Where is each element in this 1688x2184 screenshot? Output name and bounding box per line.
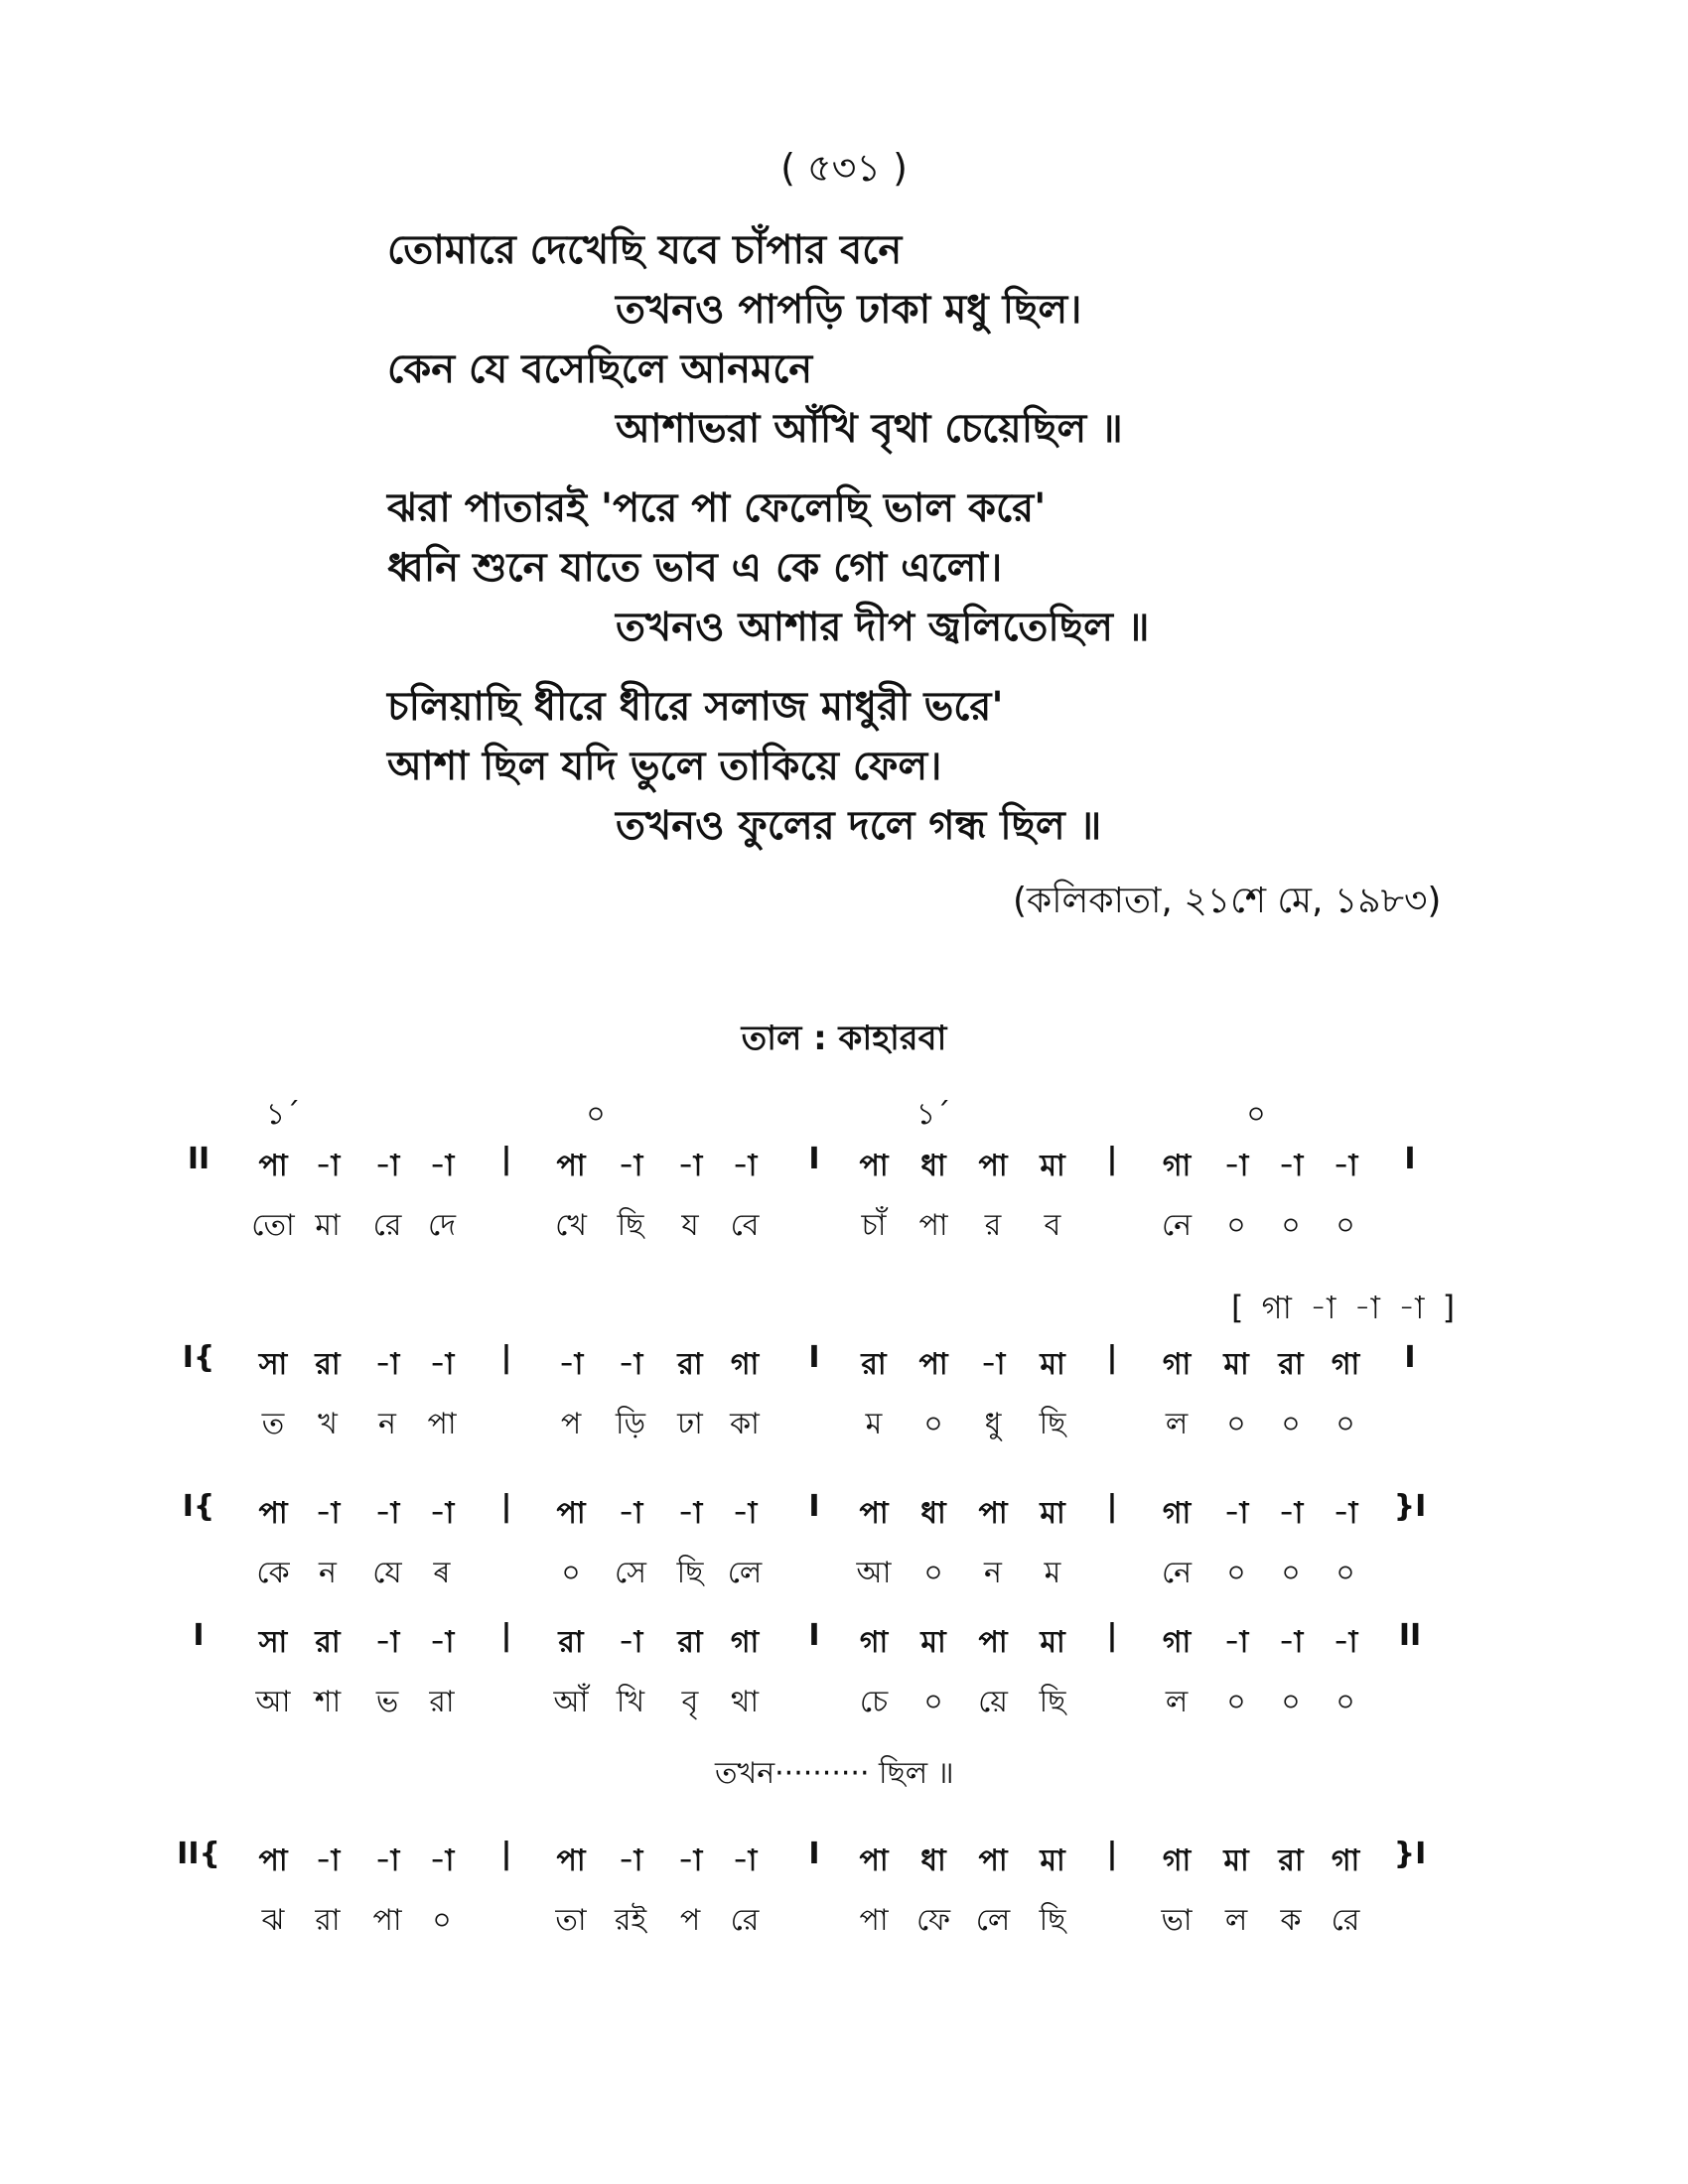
swara-cell: I [808, 1142, 820, 1176]
lyric-row [0, 1549, 1688, 1588]
lyric-cell: ছি [617, 1208, 644, 1243]
lyric-cell: ০ [923, 1407, 943, 1441]
swara-cell: I [808, 1837, 820, 1871]
lyric-cell: ০ [1226, 1556, 1246, 1590]
poem-line: তখনও আশার দীপ জ্বলিতেছিল ॥ [616, 605, 1150, 650]
swara-cell: -া [374, 1496, 400, 1531]
swara-cell: পা [258, 1496, 288, 1531]
swara-cell: | [500, 1618, 512, 1653]
lyric-cell: পা [372, 1903, 402, 1938]
swara-cell: I [808, 1340, 820, 1375]
swara-cell: পা [859, 1843, 889, 1878]
lyric-cell: শা [314, 1685, 342, 1719]
swara-cell: রা [315, 1347, 341, 1382]
alternate-phrase: [ গা -া -া -া ] [1231, 1289, 1460, 1326]
swara-cell: রা [558, 1625, 584, 1660]
swara-cell: -া [315, 1149, 341, 1183]
lyric-cell: ল [1224, 1903, 1248, 1938]
swara-cell: পা [859, 1149, 889, 1183]
lyric-cell: ভ [375, 1685, 399, 1719]
swara-cell: II{ [177, 1837, 220, 1871]
swara-cell: গা [730, 1625, 760, 1660]
poem-line: চলিয়াছি ধীরে ধীরে সলাজ মাধুরী ভরে' [387, 684, 1004, 730]
lyric-cell: খে [555, 1208, 587, 1243]
lyric-cell: ছি [1039, 1407, 1066, 1441]
swara-cell: I [193, 1618, 205, 1653]
swara-cell: -া [677, 1843, 703, 1878]
beat-mark: ০ [586, 1097, 606, 1132]
swara-cell: -া [429, 1149, 455, 1183]
lyric-cell: ক [1280, 1903, 1302, 1938]
lyric-cell: রা [315, 1903, 341, 1938]
swara-cell: -া [429, 1625, 455, 1660]
swara-cell: গা [1331, 1347, 1360, 1382]
swara-cell: -া [1223, 1149, 1249, 1183]
page-number: ( ৫৩১ ) [780, 146, 908, 190]
lyric-cell: মা [315, 1208, 341, 1243]
swara-cell: I [808, 1618, 820, 1653]
poem-line: আশা ছিল যদি ভুলে তাকিয়ে ফেল। [387, 744, 942, 789]
lyric-cell: ছি [1039, 1685, 1066, 1719]
lyric-cell: ০ [1336, 1407, 1355, 1441]
swara-cell: I [1404, 1142, 1416, 1176]
swara-cell: গা [1162, 1347, 1192, 1382]
swara-cell: I [1404, 1340, 1416, 1375]
swara-cell: -া [1278, 1149, 1304, 1183]
swara-cell: | [1106, 1618, 1118, 1653]
lyric-cell: কা [730, 1407, 760, 1441]
swara-cell: II [1398, 1618, 1422, 1653]
poem-line: আশাভরা আঁখি বৃথা চেয়েছিল ॥ [616, 406, 1123, 452]
lyric-cell: খ [318, 1407, 338, 1441]
swara-cell: -া [1223, 1625, 1249, 1660]
lyric-cell: প [679, 1903, 701, 1938]
swara-cell: -া [980, 1347, 1006, 1382]
lyric-cell: থা [730, 1685, 760, 1719]
swara-cell: পা [258, 1843, 288, 1878]
lyric-cell: লে [727, 1556, 763, 1590]
swara-cell: -া [732, 1843, 758, 1878]
lyric-cell: ০ [923, 1556, 943, 1590]
lyric-cell: ০ [1336, 1685, 1355, 1719]
lyric-cell: ০ [432, 1903, 452, 1938]
beat-mark: ১´ [265, 1097, 301, 1132]
lyric-cell: প [560, 1407, 582, 1441]
swara-cell: গা [730, 1347, 760, 1382]
swara-cell: -া [732, 1149, 758, 1183]
swara-cell: | [1106, 1340, 1118, 1375]
swara-cell: রা [677, 1625, 703, 1660]
lyric-cell: রই [614, 1903, 647, 1938]
swara-cell: মা [920, 1625, 946, 1660]
swara-cell: -া [732, 1496, 758, 1531]
lyric-cell: খি [616, 1685, 645, 1719]
swara-cell: পা [556, 1843, 586, 1878]
lyric-cell: দে [428, 1208, 456, 1243]
poem-line: তখনও ফুলের দলে গন্ধ ছিল ॥ [616, 803, 1102, 849]
swara-cell: -া [618, 1149, 643, 1183]
swara-cell: | [1106, 1489, 1118, 1524]
swara-cell: গা [1162, 1149, 1192, 1183]
lyric-cell: ধু [984, 1407, 1002, 1441]
tala-heading: তাল : কাহারবা [741, 1019, 947, 1058]
swara-cell: মা [1040, 1625, 1065, 1660]
lyric-cell: আ [856, 1556, 892, 1590]
swara-cell: পা [918, 1347, 948, 1382]
swara-cell: }I [1393, 1489, 1427, 1524]
lyric-cell: চাঁ [861, 1208, 887, 1243]
swara-cell: -া [677, 1496, 703, 1531]
swara-cell: মা [1223, 1843, 1249, 1878]
swara-cell: পা [978, 1496, 1008, 1531]
lyric-cell: আঁ [553, 1685, 589, 1719]
lyric-cell: ঝ [261, 1903, 285, 1938]
lyric-cell: যে [372, 1556, 402, 1590]
swara-cell: -া [1333, 1149, 1358, 1183]
swara-cell: ধা [920, 1149, 946, 1183]
lyric-cell: রে [1331, 1903, 1360, 1938]
lyric-cell: য়ে [978, 1685, 1008, 1719]
swara-cell: | [500, 1142, 512, 1176]
swara-cell: -া [374, 1347, 400, 1382]
refrain-note: তখন·········· ছিল ॥ [715, 1756, 954, 1791]
beat-mark: ০ [1246, 1097, 1266, 1132]
swara-cell: পা [859, 1496, 889, 1531]
swara-cell: পা [978, 1625, 1008, 1660]
swara-cell: পা [556, 1149, 586, 1183]
swara-cell: -া [618, 1496, 643, 1531]
swara-cell: রা [1278, 1347, 1304, 1382]
swara-cell: -া [374, 1843, 400, 1878]
swara-cell: গা [1162, 1843, 1192, 1878]
swara-cell: -া [677, 1149, 703, 1183]
swara-cell: I{ [182, 1340, 215, 1375]
lyric-cell: লে [975, 1903, 1011, 1938]
lyric-cell: পা [427, 1407, 457, 1441]
swara-row [0, 1489, 1688, 1529]
swara-cell: II [187, 1142, 211, 1176]
swara-cell: গা [1331, 1843, 1360, 1878]
lyric-cell: ০ [1336, 1208, 1355, 1243]
swara-cell: -া [1333, 1625, 1358, 1660]
lyric-cell: ম [1044, 1556, 1061, 1590]
swara-cell: রা [861, 1347, 887, 1382]
lyric-cell: ল [1165, 1685, 1189, 1719]
swara-cell: রা [1278, 1843, 1304, 1878]
swara-cell: সা [258, 1625, 288, 1660]
swara-cell: | [1106, 1142, 1118, 1176]
swara-cell: -া [1333, 1496, 1358, 1531]
swara-cell: | [1106, 1837, 1118, 1871]
swara-row [0, 1618, 1688, 1658]
lyric-cell: ন [378, 1407, 396, 1441]
lyric-cell: ০ [1226, 1208, 1246, 1243]
lyric-cell: আ [255, 1685, 291, 1719]
lyric-cell: বে [730, 1208, 760, 1243]
lyric-cell: য [681, 1208, 699, 1243]
swara-cell: -া [374, 1149, 400, 1183]
swara-cell: | [500, 1489, 512, 1524]
swara-cell: মা [1040, 1347, 1065, 1382]
lyric-cell: ০ [561, 1556, 581, 1590]
swara-cell: | [500, 1340, 512, 1375]
lyric-cell: ড়ি [615, 1407, 645, 1441]
swara-cell: মা [1040, 1843, 1065, 1878]
swara-cell: }I [1393, 1837, 1427, 1871]
swara-cell: -া [315, 1843, 341, 1878]
poem-line: কেন যে বসেছিলে আনমনে [387, 346, 813, 392]
lyric-cell: পা [859, 1903, 889, 1938]
swara-cell: মা [1040, 1496, 1065, 1531]
swara-cell: -া [618, 1625, 643, 1660]
lyric-cell: ফে [915, 1903, 951, 1938]
swara-cell: -া [1278, 1625, 1304, 1660]
swara-cell: -া [374, 1625, 400, 1660]
lyric-cell: ন [319, 1556, 337, 1590]
swara-cell: রা [677, 1347, 703, 1382]
swara-cell: মা [1223, 1347, 1249, 1382]
lyric-cell: বৃ [681, 1685, 699, 1719]
swara-cell: I [808, 1489, 820, 1524]
lyric-cell: নে [1161, 1556, 1193, 1590]
swara-cell: ধা [920, 1496, 946, 1531]
swara-cell: পা [978, 1149, 1008, 1183]
beat-mark: ১´ [915, 1097, 951, 1132]
lyric-cell: ন [984, 1556, 1002, 1590]
lyric-cell: ০ [1281, 1208, 1301, 1243]
swara-cell: -া [558, 1347, 584, 1382]
lyric-cell: ৰ [433, 1556, 451, 1590]
lyric-row [0, 1678, 1688, 1717]
lyric-cell: ছি [1039, 1903, 1066, 1938]
swara-cell: | [500, 1837, 512, 1871]
poem-line: ঝরা পাতারই 'পরে পা ফেলেছি ভাল করে' [387, 485, 1047, 531]
lyric-cell: ০ [1226, 1407, 1246, 1441]
swara-row [0, 1142, 1688, 1181]
lyric-cell: ত [261, 1407, 285, 1441]
lyric-cell: চে [859, 1685, 889, 1719]
swara-cell: -া [618, 1347, 643, 1382]
lyric-row [0, 1400, 1688, 1439]
lyric-cell: ০ [1281, 1407, 1301, 1441]
lyric-cell: ভা [1161, 1903, 1193, 1938]
swara-cell: সা [258, 1347, 288, 1382]
lyric-cell: সে [615, 1556, 646, 1590]
lyric-cell: ছি [676, 1556, 704, 1590]
lyric-row [0, 1896, 1688, 1936]
lyric-cell: র [984, 1208, 1002, 1243]
lyric-cell: ব [1044, 1208, 1061, 1243]
swara-cell: পা [258, 1149, 288, 1183]
lyric-cell: ঢা [677, 1407, 703, 1441]
lyric-row [0, 1201, 1688, 1241]
swara-cell: রা [315, 1625, 341, 1660]
swara-cell: ধা [920, 1843, 946, 1878]
swara-cell: গা [859, 1625, 889, 1660]
poem-line: তোমারে দেখেছি যবে চাঁপার বনে [387, 227, 903, 273]
swara-cell: -া [429, 1496, 455, 1531]
swara-row [0, 1837, 1688, 1876]
lyric-cell: ০ [923, 1685, 943, 1719]
lyric-cell: তা [555, 1903, 587, 1938]
lyric-cell: রে [372, 1208, 402, 1243]
lyric-cell: ম [865, 1407, 883, 1441]
swara-cell: গা [1162, 1625, 1192, 1660]
lyric-cell: ০ [1281, 1556, 1301, 1590]
lyric-cell: ০ [1226, 1685, 1246, 1719]
lyric-cell: ০ [1281, 1685, 1301, 1719]
lyric-cell: কে [256, 1556, 290, 1590]
swara-cell: I{ [182, 1489, 215, 1524]
swara-cell: পা [556, 1496, 586, 1531]
swara-cell: মা [1040, 1149, 1065, 1183]
date-line: (কলিকাতা, ২১শে মে, ১৯৮৩) [1013, 881, 1442, 921]
beat-marks-row [0, 1090, 1688, 1130]
swara-cell: -া [1223, 1496, 1249, 1531]
lyric-cell: ০ [1336, 1556, 1355, 1590]
swara-cell: -া [618, 1843, 643, 1878]
swara-cell: -া [429, 1347, 455, 1382]
swara-cell: পা [978, 1843, 1008, 1878]
poem-line: ধ্বনি শুনে যাতে ভাব এ কে গো এলো। [387, 545, 1003, 591]
poem-line: তখনও পাপড়ি ঢাকা মধু ছিল। [616, 287, 1082, 333]
swara-cell: -া [315, 1496, 341, 1531]
lyric-cell: রে [730, 1903, 760, 1938]
lyric-cell: নে [1161, 1208, 1193, 1243]
swara-cell: -া [1278, 1496, 1304, 1531]
swara-cell: -া [429, 1843, 455, 1878]
lyric-cell: রা [429, 1685, 455, 1719]
swara-cell: গা [1162, 1496, 1192, 1531]
lyric-cell: ল [1165, 1407, 1189, 1441]
swara-row [0, 1340, 1688, 1380]
lyric-cell: পা [918, 1208, 948, 1243]
lyric-cell: তো [251, 1208, 295, 1243]
